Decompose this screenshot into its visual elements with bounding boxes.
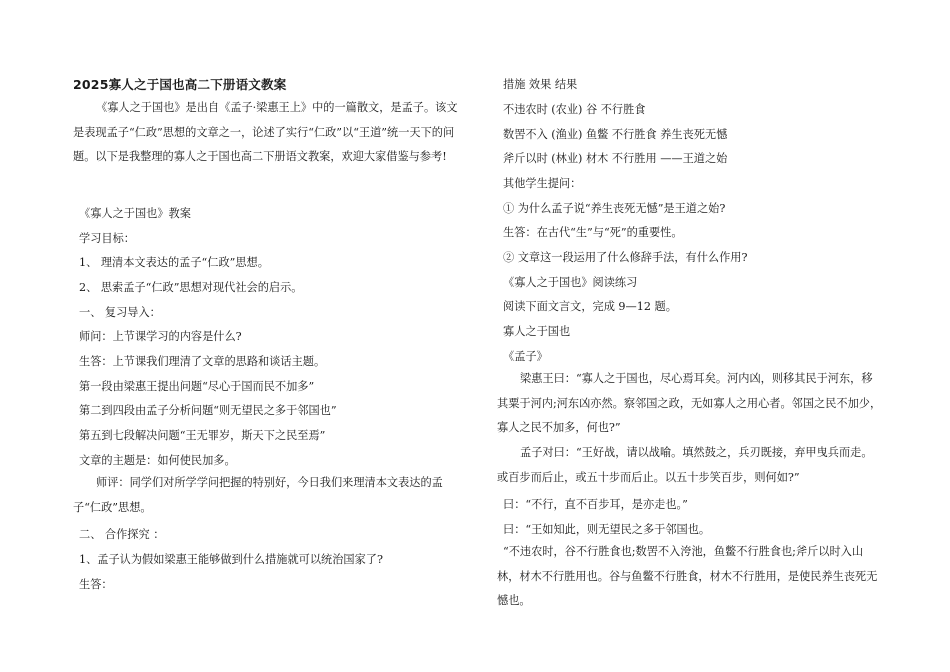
student-answer-life-death: 生答：在古代“生”与“死”的重要性。: [503, 226, 683, 239]
paragraph-one-summary: 第一段由梁惠王提出问题“尽心于国而民不加多”: [79, 380, 315, 393]
paragraphs-five-seven-summary: 第五到七段解决问题“王无罪岁，斯天下之民至焉”: [79, 429, 326, 442]
measure-row-fishery: 数罟不入 (渔业) 鱼鳖 不行胜食 养生丧死无憾: [503, 128, 728, 141]
student-question-2: ② 文章这一段运用了什么修辞手法，有什么作用?: [503, 251, 748, 264]
measure-row-forestry: 斧斤以时 (林业) 材木 不行胜用 ——王道之始: [503, 152, 728, 165]
passage-paragraph-3-text: “不违农时，谷不行胜食也;数罟不入洿池，鱼鳖不行胜食也;斧斤以时入山林，材木不行胜用也。谷与鱼鳖不行胜食，材木不行胜用，是使民养生丧死无憾也。: [497, 545, 878, 608]
section-review-heading: 一、 复习导入：: [79, 306, 161, 319]
document-title: 2025寡人之于国也高二下册语文教案: [73, 77, 287, 92]
other-students-question-label: 其他学生提问：: [503, 177, 582, 190]
section-cooperative-heading: 二、 合作探究 ：: [79, 528, 165, 541]
student-answer-label: 生答：: [79, 578, 113, 591]
intro-paragraph-text: 《寡人之于国也》是出自《孟子·梁惠王上》中的一篇散文，是孟子。该文是表现孟子“仁政”思想的文章之一，论述了实行“仁政”以“王道”统一天下的问题。以下是我整理的寡人之于国也高二下册语文教案，欢迎大家借鉴与参考!: [73, 101, 458, 164]
goal-item-1: 1、 理清本文表达的孟子“仁政”思想。: [79, 256, 269, 269]
passage-title: 寡人之于国也: [503, 325, 571, 338]
passage-line-king-knows: 曰：“王如知此，则无望民之多于邻国也。: [503, 523, 711, 536]
measure-row-agriculture: 不违农时 (农业) 谷 不行胜食: [503, 103, 646, 116]
passage-paragraph-1-text: 梁惠王曰：“寡人之于国也，尽心焉耳矣。河内凶，则移其民于河东，移其粟于河内;河东凶亦然。察邻国之政，无如寡人之用心者。邻国之民不加少，寡人之民不加多，何也?”: [497, 372, 882, 435]
passage-author: 《孟子》: [503, 350, 548, 363]
passage-paragraph-1: [497, 367, 882, 441]
question-1: 1、孟子认为假如梁惠王能够做到什么措施就可以统治国家了?: [79, 553, 383, 566]
theme-statement: 文章的主题是：如何使民加多。: [79, 454, 236, 467]
student-question-1: ① 为什么孟子说“养生丧死无憾”是王道之始?: [503, 202, 726, 215]
reading-exercise-heading: 《寡人之于国也》阅读练习: [503, 276, 638, 289]
teacher-comment-text: 师评：同学们对所学学问把握的特别好，今日我们来理清本文表达的孟子“仁政”思想。: [73, 476, 443, 514]
passage-paragraph-2-text: 孟子对曰：“王好战，请以战喻。填然鼓之，兵刃既接，弃甲曳兵而走。或百步而后止，或五十步而后止。以五十步笑百步，则何如?”: [497, 446, 873, 484]
student-answer: 生答：上节课我们理清了文章的思路和谈话主题。: [79, 355, 326, 368]
teacher-comment: [73, 471, 458, 520]
paragraphs-two-four-summary: 第二到四段由孟子分析问题“则无望民之多于邻国也”: [79, 404, 337, 417]
intro-paragraph: [73, 96, 458, 170]
teacher-question: 师问：上节课学习的内容是什么?: [79, 330, 242, 343]
passage-paragraph-3: [497, 540, 882, 614]
passage-paragraph-2: [497, 441, 882, 490]
reading-instructions: 阅读下面文言文，完成 9—12 题。: [503, 300, 677, 313]
goal-item-2: 2、 思索孟子“仁政”思想对现代社会的启示。: [79, 281, 303, 294]
passage-line-reply: 曰：“不行，直不百步耳，是亦走也。”: [503, 498, 688, 511]
lesson-plan-heading: 《寡人之于国也》教案: [79, 207, 191, 220]
learning-goals-label: 学习目标：: [79, 232, 135, 245]
table-header-row: 措施 效果 结果: [503, 78, 578, 91]
